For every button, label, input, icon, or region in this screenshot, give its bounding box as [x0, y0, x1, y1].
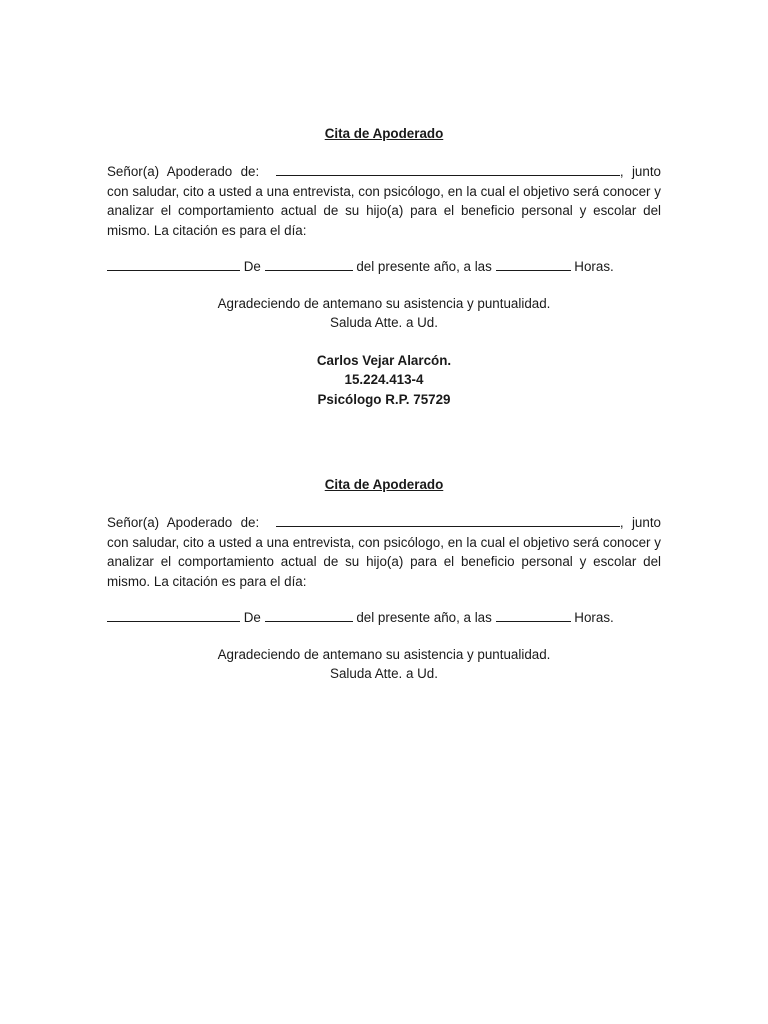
citation-form-1	[107, 124, 661, 409]
guardian-name-blank[interactable]	[276, 162, 620, 176]
citation-body: con saludar, cito a usted a una entrevista, con psicólogo, en la cual el objetivo será conocer y analizar el comportamiento actual de su hijo(a) para el beneficio personal y escolar del mismo. La citación es para el día:	[107, 183, 661, 238]
day-blank[interactable]	[107, 608, 240, 622]
citation-form-2	[107, 475, 661, 684]
intro-suffix: , junto	[619, 164, 661, 179]
closing-line-1: Agradeciendo de antemano su asistencia y puntualidad.	[217, 646, 551, 662]
closing-line-1: Agradeciendo de antemano su asistencia y puntualidad.	[217, 295, 551, 311]
signature-name: Carlos Vejar Alarcón.	[316, 352, 452, 368]
date-line	[107, 608, 661, 628]
date-hours-label: Horas.	[574, 610, 614, 625]
date-year-label: del presente año, a las	[356, 259, 492, 274]
intro-prefix: Señor(a) Apoderado de:	[107, 164, 260, 179]
date-hours-label: Horas.	[574, 259, 614, 274]
signature-id: 15.224.413-4	[344, 372, 424, 387]
day-blank[interactable]	[107, 257, 240, 271]
closing-line-2: Saluda Atte. a Ud.	[330, 315, 438, 330]
citation-paragraph	[107, 162, 661, 240]
form-title: Cita de Apoderado	[324, 126, 444, 141]
date-year-label: del presente año, a las	[356, 610, 492, 625]
date-de-label: De	[243, 610, 261, 625]
date-line	[107, 257, 661, 277]
closing-block	[107, 645, 661, 684]
closing-line-2: Saluda Atte. a Ud.	[330, 666, 438, 681]
closing-block	[107, 294, 661, 333]
date-de-label: De	[243, 259, 261, 274]
time-blank[interactable]	[496, 257, 571, 271]
form-title: Cita de Apoderado	[324, 477, 444, 492]
citation-paragraph	[107, 513, 661, 591]
signature-block	[107, 351, 661, 410]
citation-body: con saludar, cito a usted a una entrevista, con psicólogo, en la cual el objetivo será conocer y analizar el comportamiento actual de su hijo(a) para el beneficio personal y escolar del mismo. La citación es para el día:	[107, 534, 661, 589]
month-blank[interactable]	[265, 257, 353, 271]
guardian-name-blank[interactable]	[276, 513, 620, 527]
signature-title: Psicólogo R.P. 75729	[317, 391, 451, 407]
intro-prefix: Señor(a) Apoderado de:	[107, 515, 260, 530]
intro-suffix: , junto	[619, 515, 661, 530]
time-blank[interactable]	[496, 608, 571, 622]
month-blank[interactable]	[265, 608, 353, 622]
